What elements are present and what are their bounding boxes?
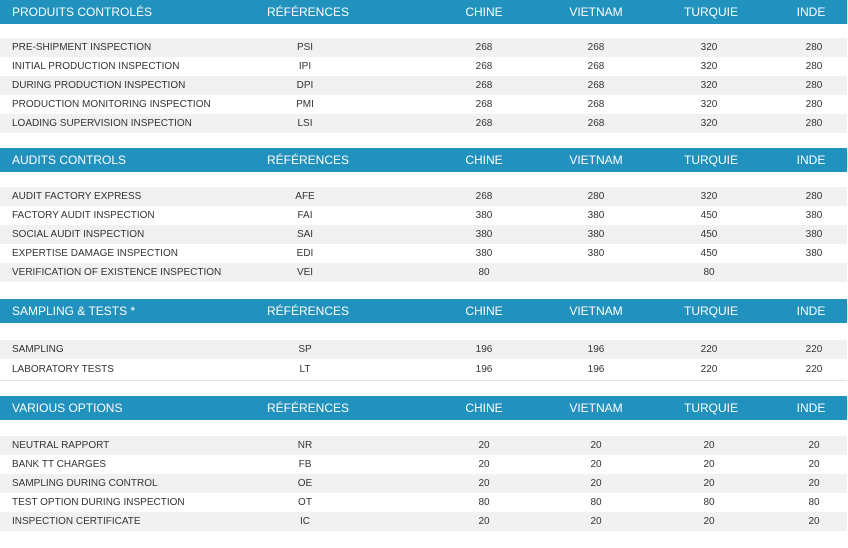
price-inde: 380: [805, 229, 823, 240]
price-chine: 20: [478, 459, 490, 470]
reference-code: SAI: [296, 229, 314, 240]
table-row: [0, 360, 847, 379]
reference-code: DPI: [296, 80, 314, 91]
price-chine: 196: [475, 344, 493, 355]
column-header-turquie: TURQUIE: [684, 153, 738, 167]
price-vietnam: 268: [587, 61, 605, 72]
service-name: INITIAL PRODUCTION INSPECTION: [12, 61, 180, 72]
column-header-references: RÉFÉRENCES: [266, 5, 350, 19]
service-name: PRE-SHIPMENT INSPECTION: [12, 42, 152, 53]
table-row: [0, 263, 847, 282]
table-row: [0, 244, 847, 263]
column-header-turquie: TURQUIE: [684, 5, 738, 19]
reference-code: LT: [299, 364, 311, 375]
price-vietnam: 20: [590, 478, 602, 489]
column-header-inde: INDE: [796, 401, 826, 415]
reference-code: VEI: [296, 267, 314, 278]
price-turquie: 320: [700, 80, 718, 91]
service-name: FACTORY AUDIT INSPECTION: [12, 210, 155, 221]
price-vietnam: 196: [587, 344, 605, 355]
reference-code: FB: [298, 459, 312, 470]
section-header: [0, 299, 847, 323]
service-name: SAMPLING: [12, 344, 64, 355]
price-chine: 268: [475, 118, 493, 129]
price-vietnam: 20: [590, 459, 602, 470]
table-row: [0, 493, 847, 512]
column-header-references: RÉFÉRENCES: [266, 401, 350, 415]
price-turquie: 450: [700, 210, 718, 221]
price-turquie: 320: [700, 99, 718, 110]
reference-code: PSI: [296, 42, 314, 53]
price-inde: 280: [805, 61, 823, 72]
price-turquie: 80: [703, 497, 715, 508]
price-turquie: 450: [700, 248, 718, 259]
price-inde: 280: [805, 99, 823, 110]
price-vietnam: 380: [587, 229, 605, 240]
price-vietnam: 80: [590, 497, 602, 508]
service-name: LOADING SUPERVISION INSPECTION: [12, 118, 192, 129]
column-header-chine: CHINE: [465, 304, 503, 318]
price-chine: 80: [478, 497, 490, 508]
section-header: [0, 0, 847, 24]
price-chine: 268: [475, 61, 493, 72]
price-chine: 268: [475, 191, 493, 202]
price-inde: 380: [805, 210, 823, 221]
table-row: [0, 57, 847, 76]
column-header-chine: CHINE: [465, 153, 503, 167]
table-row: [0, 76, 847, 95]
reference-code: PMI: [296, 99, 314, 110]
section-header: [0, 148, 847, 172]
price-inde: 280: [805, 118, 823, 129]
column-header-chine: CHINE: [465, 5, 503, 19]
reference-code: IC: [300, 516, 310, 527]
reference-code: IPI: [298, 61, 312, 72]
table-row: [0, 206, 847, 225]
table-row: [0, 512, 847, 531]
table-row: [0, 187, 847, 206]
column-header-vietnam: VIETNAM: [569, 153, 623, 167]
column-header-vietnam: VIETNAM: [569, 5, 623, 19]
price-turquie: 20: [703, 459, 715, 470]
price-turquie: 20: [703, 440, 715, 451]
price-vietnam: 268: [587, 99, 605, 110]
table-row: [0, 38, 847, 57]
service-name: PRODUCTION MONITORING INSPECTION: [12, 99, 211, 110]
price-turquie: 450: [700, 229, 718, 240]
price-inde: 280: [805, 80, 823, 91]
price-chine: 268: [475, 80, 493, 91]
column-header-inde: INDE: [796, 153, 826, 167]
price-chine: 20: [478, 516, 490, 527]
column-header-references: RÉFÉRENCES: [266, 153, 350, 167]
column-header-references: RÉFÉRENCES: [266, 304, 350, 318]
reference-code: NR: [297, 440, 313, 451]
price-inde: 220: [805, 344, 823, 355]
price-turquie: 220: [700, 364, 718, 375]
column-header-chine: CHINE: [465, 401, 503, 415]
service-name: AUDIT FACTORY EXPRESS: [12, 191, 142, 202]
table-row: [0, 455, 847, 474]
price-chine: 20: [478, 478, 490, 489]
price-vietnam: 268: [587, 42, 605, 53]
price-chine: 380: [475, 229, 493, 240]
price-chine: 80: [478, 267, 490, 278]
service-name: VERIFICATION OF EXISTENCE INSPECTION: [12, 267, 222, 278]
section-header: [0, 396, 847, 420]
section-title: SAMPLING & TESTS *: [12, 304, 136, 318]
price-chine: 380: [475, 248, 493, 259]
price-turquie: 320: [700, 191, 718, 202]
reference-code: OE: [297, 478, 313, 489]
column-header-vietnam: VIETNAM: [569, 304, 623, 318]
column-header-vietnam: VIETNAM: [569, 401, 623, 415]
price-chine: 20: [478, 440, 490, 451]
price-inde: 20: [808, 440, 820, 451]
service-name: SAMPLING DURING CONTROL: [12, 478, 158, 489]
reference-code: EDI: [296, 248, 314, 259]
price-chine: 380: [475, 210, 493, 221]
price-vietnam: 268: [587, 118, 605, 129]
price-vietnam: 20: [590, 440, 602, 451]
reference-code: SP: [298, 344, 312, 355]
table-row: [0, 474, 847, 493]
price-chine: 268: [475, 99, 493, 110]
price-inde: 80: [808, 497, 820, 508]
price-turquie: 80: [703, 267, 715, 278]
column-header-turquie: TURQUIE: [684, 401, 738, 415]
column-header-inde: INDE: [796, 5, 826, 19]
price-vietnam: 268: [587, 80, 605, 91]
service-name: INSPECTION CERTIFICATE: [12, 516, 141, 527]
price-inde: 280: [805, 42, 823, 53]
column-header-turquie: TURQUIE: [684, 304, 738, 318]
service-name: EXPERTISE DAMAGE INSPECTION: [12, 248, 178, 259]
service-name: LABORATORY TESTS: [12, 364, 114, 375]
service-name: DURING PRODUCTION INSPECTION: [12, 80, 186, 91]
price-vietnam: 196: [587, 364, 605, 375]
table-row: [0, 114, 847, 133]
price-vietnam: 380: [587, 248, 605, 259]
service-name: NEUTRAL RAPPORT: [12, 440, 110, 451]
price-turquie: 20: [703, 478, 715, 489]
service-name: SOCIAL AUDIT INSPECTION: [12, 229, 145, 240]
price-turquie: 320: [700, 118, 718, 129]
divider: [0, 380, 847, 381]
column-header-inde: INDE: [796, 304, 826, 318]
price-inde: 20: [808, 478, 820, 489]
price-inde: 20: [808, 459, 820, 470]
price-inde: 20: [808, 516, 820, 527]
service-name: BANK TT CHARGES: [12, 459, 107, 470]
table-row: [0, 436, 847, 455]
price-turquie: 220: [700, 344, 718, 355]
price-chine: 268: [475, 42, 493, 53]
reference-code: AFE: [295, 191, 315, 202]
price-inde: 220: [805, 364, 823, 375]
price-vietnam: 280: [587, 191, 605, 202]
section-title: PRODUITS CONTROLÉS: [12, 5, 153, 19]
reference-code: LSI: [297, 118, 313, 129]
price-turquie: 320: [700, 61, 718, 72]
table-row: [0, 95, 847, 114]
price-chine: 196: [475, 364, 493, 375]
table-row: [0, 225, 847, 244]
table-row: [0, 340, 847, 359]
section-title: VARIOUS OPTIONS: [12, 401, 123, 415]
price-turquie: 20: [703, 516, 715, 527]
price-vietnam: 380: [587, 210, 605, 221]
section-title: AUDITS CONTROLS: [12, 153, 127, 167]
reference-code: FAI: [297, 210, 313, 221]
price-vietnam: 20: [590, 516, 602, 527]
price-turquie: 320: [700, 42, 718, 53]
price-inde: 380: [805, 248, 823, 259]
price-inde: 280: [805, 191, 823, 202]
service-name: TEST OPTION DURING INSPECTION: [12, 497, 185, 508]
reference-code: OT: [298, 497, 312, 508]
